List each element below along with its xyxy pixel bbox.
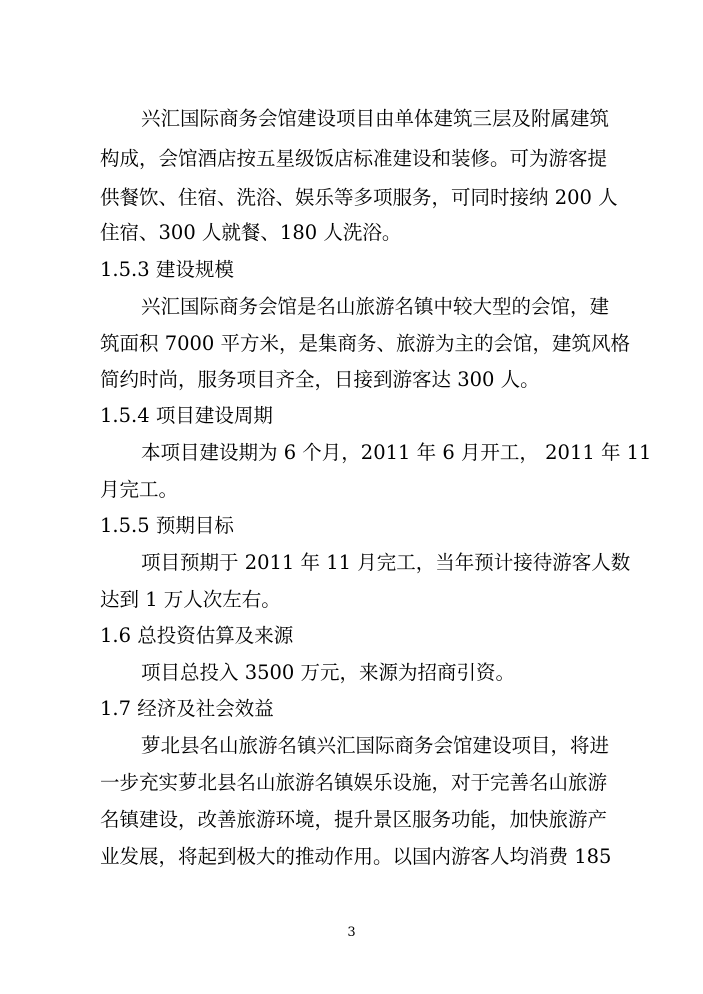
section-heading: 1.7 经济及社会效益 bbox=[100, 697, 274, 720]
section-heading: 1.5.3 建设规模 bbox=[100, 258, 234, 281]
text-line: 筑面积 7000 平方米，是集商务、旅游为主的会馆，建筑风格 bbox=[100, 332, 631, 355]
text-line: 萝北县名山旅游名镇兴汇国际商务会馆建设项目，将进 bbox=[141, 734, 610, 757]
text-line: 月完工。 bbox=[100, 478, 179, 501]
text-line: 住宿、300 人就餐、180 人洗浴。 bbox=[100, 221, 402, 244]
section-heading: 1.5.5 预期目标 bbox=[100, 514, 234, 537]
text-line: 简约时尚，服务项目齐全，日接到游客达 300 人。 bbox=[100, 368, 540, 391]
text-line: 名镇建设，改善旅游环境，提升景区服务功能，加快旅游产 bbox=[100, 808, 608, 831]
page-number: 3 bbox=[347, 925, 356, 940]
text-line: 兴汇国际商务会馆建设项目由单体建筑三层及附属建筑 bbox=[141, 107, 610, 130]
text-line: 项目总投入 3500 万元，来源为招商引资。 bbox=[141, 661, 516, 684]
text-line: 项目预期于 2011 年 11 月完工，当年预计接待游客人数 bbox=[141, 551, 631, 574]
text-line: 业发展，将起到极大的推动作用。以国内游客人均消费 185 bbox=[100, 845, 612, 868]
text-line: 兴汇国际商务会馆是名山旅游名镇中较大型的会馆，建 bbox=[141, 295, 610, 318]
text-line: 本项目建设期为 6 个月，2011 年 6 月开工， 2011 年 11 bbox=[141, 441, 652, 464]
text-line: 一步充实萝北县名山旅游名镇娱乐设施，对于完善名山旅游 bbox=[100, 771, 608, 794]
text-line: 供餐饮、住宿、洗浴、娱乐等多项服务，可同时接纳 200 人 bbox=[100, 186, 618, 209]
text-line: 达到 1 万人次左右。 bbox=[100, 588, 281, 611]
section-heading: 1.6 总投资估算及来源 bbox=[100, 624, 294, 647]
section-heading: 1.5.4 项目建设周期 bbox=[100, 404, 273, 427]
text-line: 构成，会馆酒店按五星级饭店标准建设和装修。可为游客提 bbox=[100, 147, 608, 170]
